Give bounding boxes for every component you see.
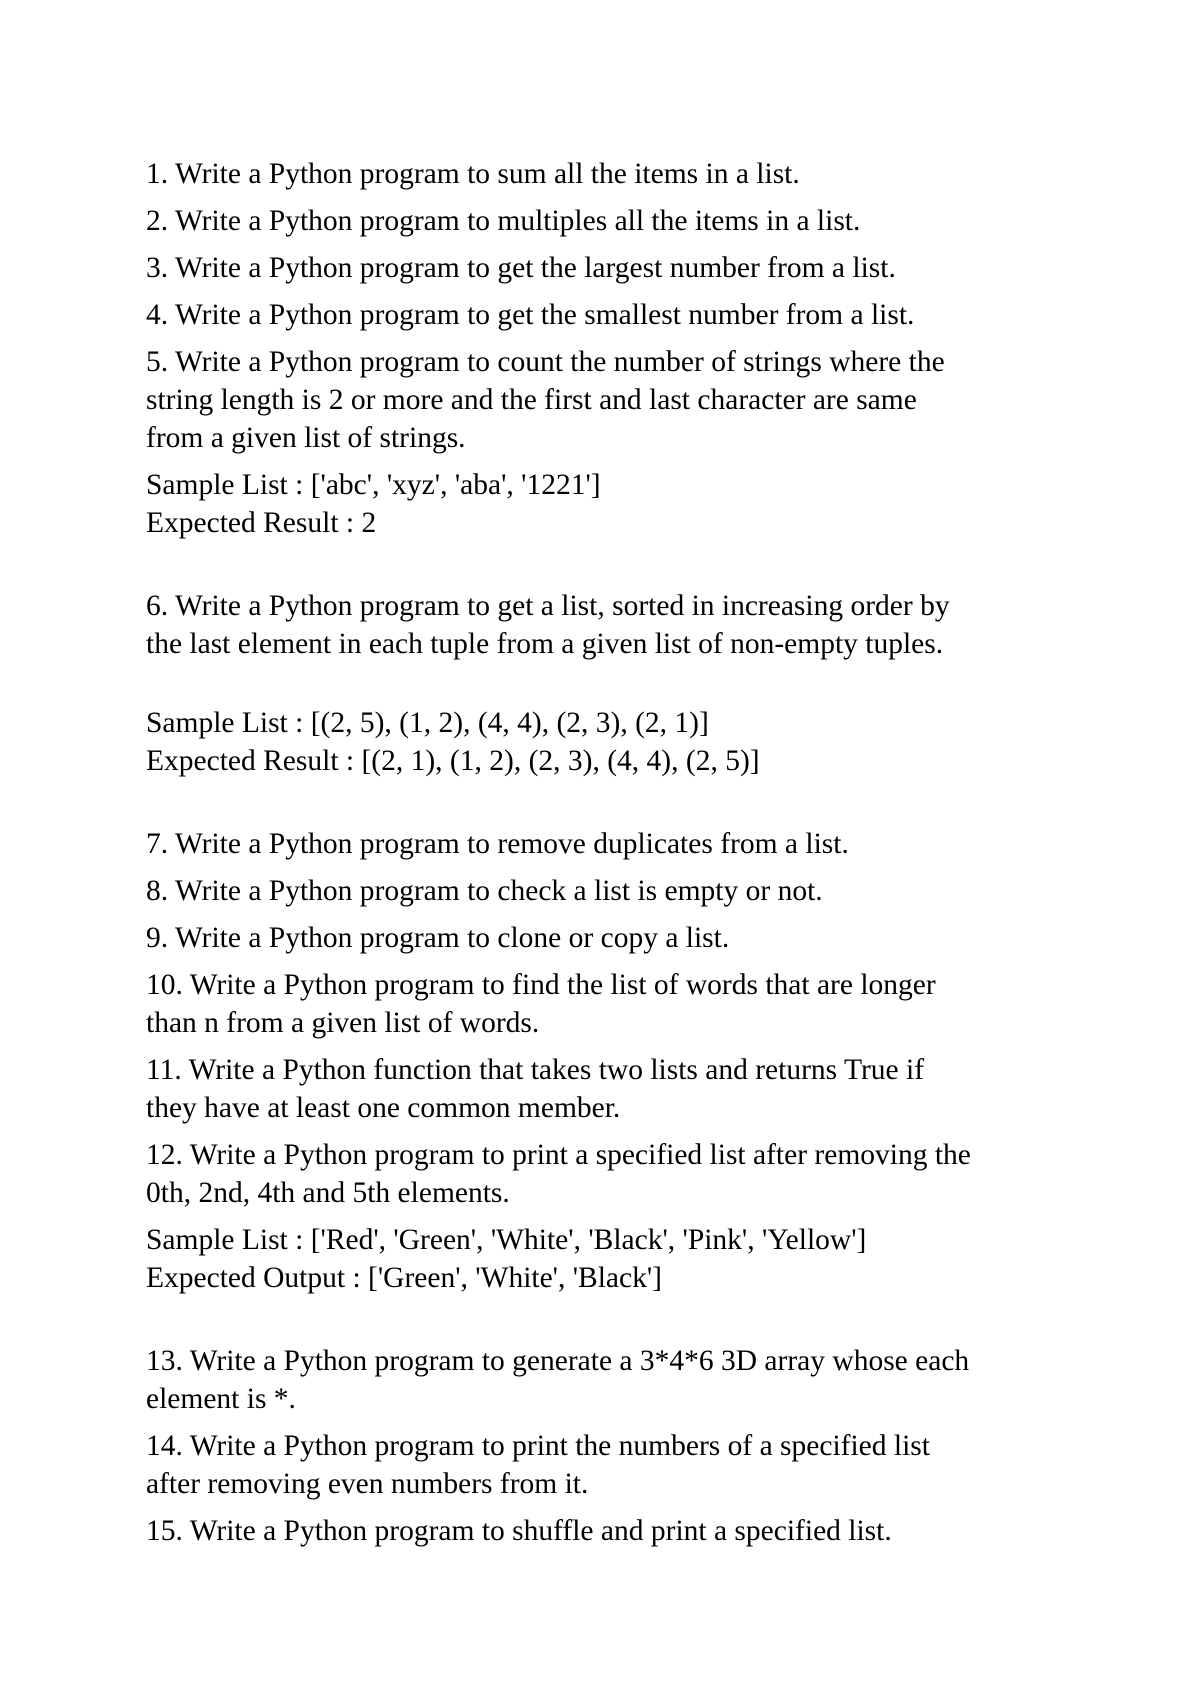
exercise-text: 11. Write a Python function that takes two lists and returns True if (146, 1054, 925, 1086)
exercise-text: 2. Write a Python program to multiples all the items in a list. (146, 205, 861, 237)
spacer (146, 789, 1076, 825)
exercise-text: 12. Write a Python program to print a specified list after removing the (146, 1139, 971, 1171)
exercise-text: 4. Write a Python program to get the smallest number from a list. (146, 299, 915, 331)
exercise-text: 15. Write a Python program to shuffle and print a specified list. (146, 1515, 892, 1547)
expected-result: Expected Result : [(2, 1), (1, 2), (2, 3), (4, 4), (2, 5)] (146, 745, 760, 777)
exercise-15 (146, 1512, 1076, 1550)
exercise-text: after removing even numbers from it. (146, 1468, 589, 1500)
exercise-text: than n from a given list of words. (146, 1007, 540, 1039)
exercise-text: 6. Write a Python program to get a list, sorted in increasing order by (146, 590, 950, 622)
exercise-text: element is *. (146, 1383, 296, 1415)
spacer (146, 1306, 1076, 1342)
exercise-text: 3. Write a Python program to get the largest number from a list. (146, 252, 896, 284)
exercise-11 (146, 1051, 1076, 1127)
exercise-list (146, 155, 1076, 1559)
exercise-12-sample (146, 1221, 1076, 1297)
exercise-text: the last element in each tuple from a given list of non-empty tuples. (146, 628, 944, 660)
sample-list: Sample List : [(2, 5), (1, 2), (4, 4), (2, 3), (2, 1)] (146, 707, 709, 739)
sample-list: Sample List : ['Red', 'Green', 'White', 'Black', 'Pink', 'Yellow'] (146, 1224, 867, 1256)
exercise-1 (146, 155, 1076, 193)
exercise-text: 0th, 2nd, 4th and 5th elements. (146, 1177, 510, 1209)
sample-list: Sample List : ['abc', 'xyz', 'aba', '1221'] (146, 469, 601, 501)
exercise-14 (146, 1427, 1076, 1503)
exercise-7 (146, 825, 1076, 863)
exercise-6-sample (146, 704, 1076, 780)
exercise-2 (146, 202, 1076, 240)
expected-output: Expected Output : ['Green', 'White', 'Black'] (146, 1262, 663, 1294)
exercise-8 (146, 872, 1076, 910)
exercise-text: 1. Write a Python program to sum all the items in a list. (146, 158, 800, 190)
exercise-5-sample (146, 466, 1076, 542)
exercise-text: 5. Write a Python program to count the number of strings where the (146, 346, 945, 378)
exercise-text: they have at least one common member. (146, 1092, 621, 1124)
exercise-text: 8. Write a Python program to check a list is empty or not. (146, 875, 823, 907)
exercise-5 (146, 343, 1076, 457)
exercise-6 (146, 587, 1076, 663)
exercise-text: 14. Write a Python program to print the numbers of a specified list (146, 1430, 930, 1462)
exercise-3 (146, 249, 1076, 287)
exercise-10 (146, 966, 1076, 1042)
spacer (146, 672, 1076, 704)
exercise-text: 13. Write a Python program to generate a 3*4*6 3D array whose each (146, 1345, 970, 1377)
spacer (146, 551, 1076, 587)
exercise-text: 10. Write a Python program to find the list of words that are longer (146, 969, 936, 1001)
exercise-9 (146, 919, 1076, 957)
exercise-4 (146, 296, 1076, 334)
exercise-text: 7. Write a Python program to remove duplicates from a list. (146, 828, 849, 860)
exercise-text: string length is 2 or more and the first and last character are same (146, 384, 917, 416)
exercise-text: from a given list of strings. (146, 422, 466, 454)
exercise-13 (146, 1342, 1076, 1418)
expected-result: Expected Result : 2 (146, 507, 377, 539)
exercise-12 (146, 1136, 1076, 1212)
exercise-text: 9. Write a Python program to clone or copy a list. (146, 922, 730, 954)
